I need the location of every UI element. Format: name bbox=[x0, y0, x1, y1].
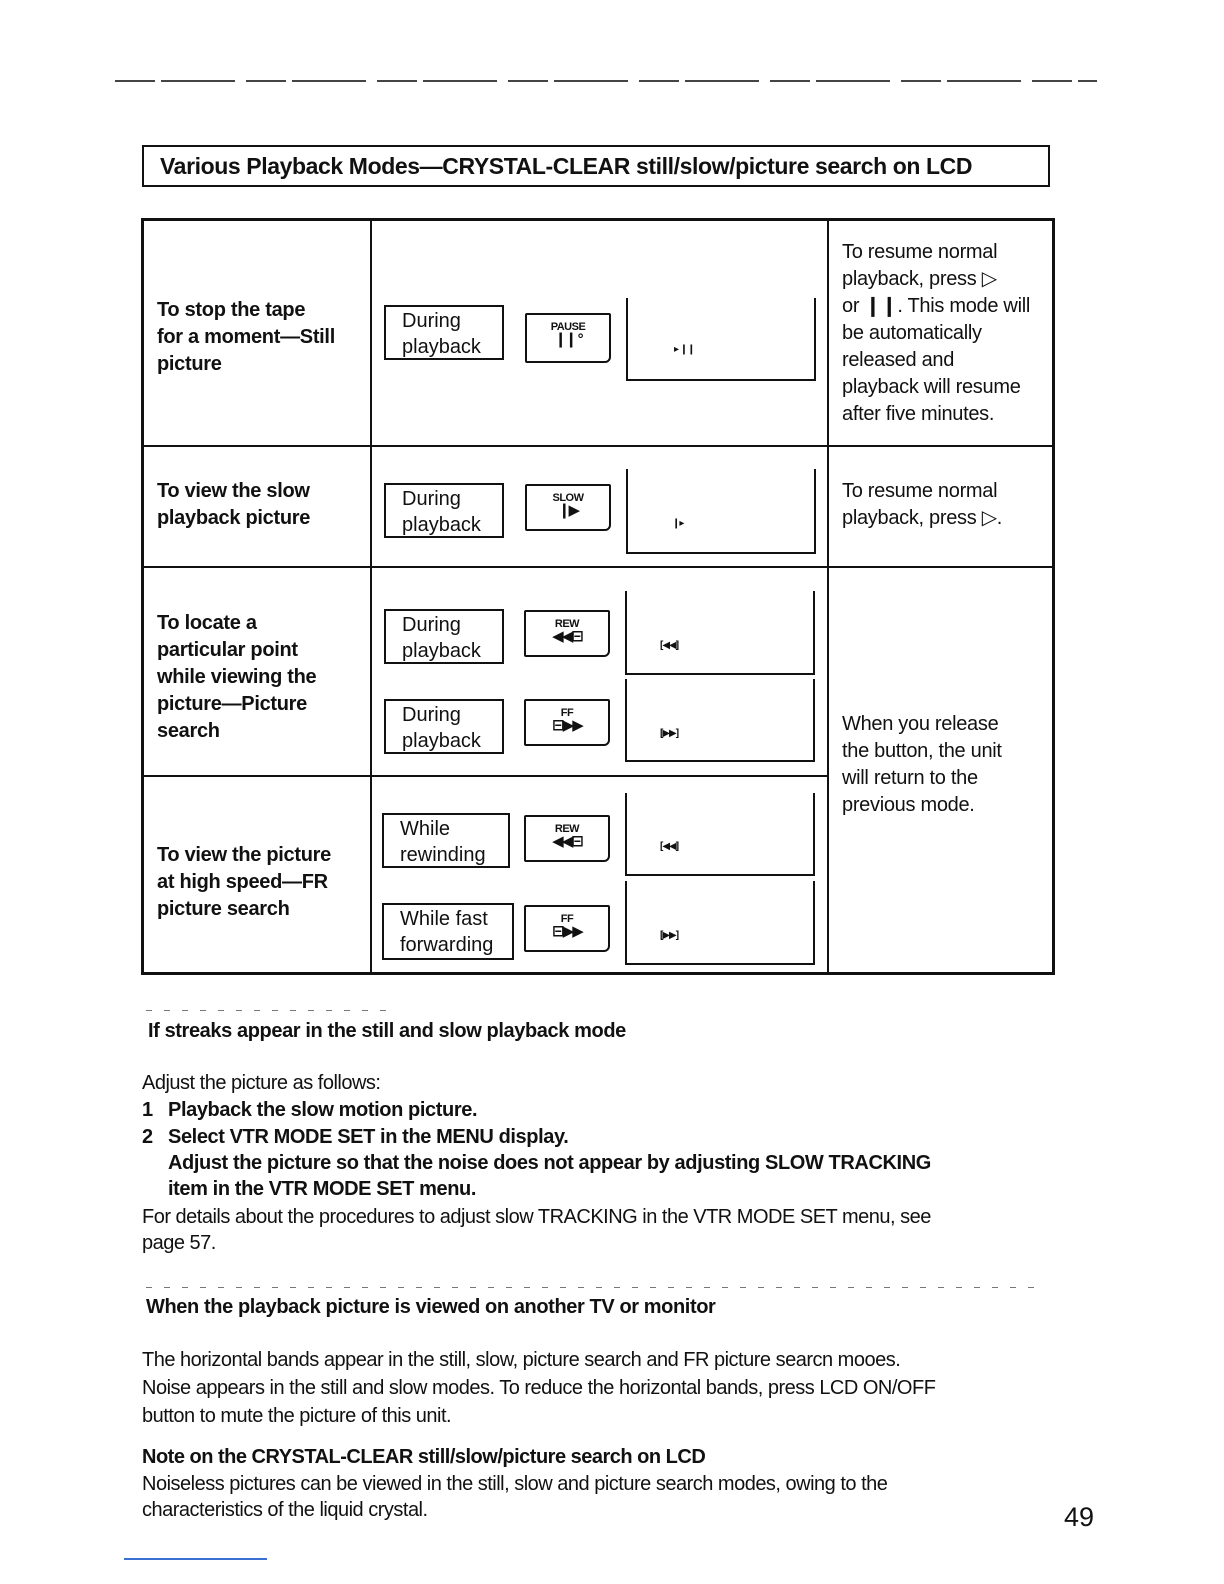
lcd-screen bbox=[625, 793, 815, 876]
condition-while-rewinding: While rewinding bbox=[382, 813, 510, 868]
streaks-step-2-detail: Adjust the picture so that the noise does not appear by adjusting SLOW TRACKING item in the VTR MODE SET menu. bbox=[168, 1152, 931, 1200]
row-picture-search-description: To locate a particular point while viewing the picture—Picture search bbox=[157, 612, 317, 742]
slow-button[interactable]: SLOW ❙▶ bbox=[525, 484, 611, 531]
lcd-screen bbox=[626, 469, 816, 554]
rewind-osd-indicator: [◀◀] bbox=[660, 841, 679, 852]
still-osd-indicator: ▸ ❙❙ bbox=[674, 344, 695, 355]
section-title: Various Playback Modes—CRYSTAL-CLEAR still/slow/picture search on LCD bbox=[160, 152, 973, 179]
row-divider bbox=[144, 445, 1052, 447]
note-body: Noiseless pictures can be viewed in the still, slow and picture search modes, owing to the characteristics of the liquid crystal. bbox=[142, 1473, 888, 1521]
lcd-screen bbox=[626, 298, 816, 381]
streaks-footer: For details about the procedures to adjust slow TRACKING in the VTR MODE SET menu, see page 57. bbox=[142, 1206, 931, 1254]
row-slow-note: To resume normal playback, press ▷. bbox=[842, 480, 1003, 529]
playback-modes-table bbox=[141, 218, 1055, 975]
ff-button[interactable]: FF ⊟▶▶ bbox=[524, 699, 610, 746]
section-title-box bbox=[142, 145, 1050, 187]
row-still-note: To resume normal playback, press ▷ or ❙❙. This mode will be automatically released and playback will resume after five minutes. bbox=[842, 241, 1031, 425]
lcd-screen bbox=[625, 679, 815, 762]
rewind-button-icon: ◀◀⊟ bbox=[552, 833, 582, 850]
streaks-intro: Adjust the picture as follows: bbox=[142, 1072, 381, 1094]
streaks-heading: If streaks appear in the still and slow playback mode bbox=[148, 1020, 626, 1042]
slow-button-icon: ❙▶ bbox=[557, 502, 579, 519]
column-divider bbox=[827, 221, 829, 972]
row-still-description: To stop the tape for a moment—Still picture bbox=[157, 299, 335, 375]
monitor-body: The horizontal bands appear in the still, slow, picture search and FR picture searcn mooes. Noise appears in the still and slow modes. To reduce the horizontal bands, press LCD ON/OFF button to mute the picture of this unit. bbox=[142, 1349, 936, 1427]
streaks-step-2: 2 Select VTR MODE SET in the MENU display. bbox=[142, 1126, 569, 1148]
fast-forward-button-icon: ⊟▶▶ bbox=[552, 717, 582, 734]
section-dash-rule bbox=[146, 1010, 386, 1011]
ff-button[interactable]: FF ⊟▶▶ bbox=[524, 905, 610, 952]
note-heading: Note on the CRYSTAL-CLEAR still/slow/picture search on LCD bbox=[142, 1446, 706, 1468]
condition-while-fast-forwarding: While fast forwarding bbox=[382, 903, 514, 960]
row-slow-description: To view the slow playback picture bbox=[157, 480, 311, 529]
row-picture-search-note: When you release the button, the unit will return to the previous mode. bbox=[842, 713, 1002, 816]
condition-during-playback: During playback bbox=[384, 305, 504, 360]
rew-button[interactable]: REW ◀◀⊟ bbox=[524, 815, 610, 862]
monitor-heading: When the playback picture is viewed on another TV or monitor bbox=[146, 1296, 716, 1318]
rew-button[interactable]: REW ◀◀⊟ bbox=[524, 610, 610, 657]
row-divider bbox=[144, 775, 827, 777]
fast-forward-button-icon: ⊟▶▶ bbox=[552, 923, 582, 940]
footer-rule bbox=[124, 1558, 267, 1560]
row-divider bbox=[144, 566, 1052, 568]
condition-during-playback: During playback bbox=[384, 609, 504, 664]
section-dash-rule bbox=[146, 1287, 1046, 1288]
condition-during-playback: During playback bbox=[384, 483, 504, 538]
lcd-screen bbox=[625, 591, 815, 675]
row-fr-search-description: To view the picture at high speed—FR picture search bbox=[157, 844, 331, 920]
page-number: 49 bbox=[1064, 1502, 1095, 1532]
condition-during-playback: During playback bbox=[384, 699, 504, 754]
fast-forward-osd-indicator: [▶▶] bbox=[660, 728, 679, 739]
rewind-button-icon: ◀◀⊟ bbox=[552, 628, 582, 645]
fast-forward-osd-indicator: [▶▶] bbox=[660, 930, 679, 941]
lcd-screen bbox=[625, 881, 815, 965]
header-rule bbox=[115, 80, 1097, 82]
pause-button-icon: ❙❙ ° bbox=[554, 331, 582, 348]
pause-button[interactable]: PAUSE ❙❙ ° bbox=[525, 313, 611, 363]
slow-osd-indicator: ❙▸ bbox=[672, 518, 684, 529]
column-divider bbox=[370, 221, 372, 972]
rewind-osd-indicator: [◀◀] bbox=[660, 640, 679, 651]
streaks-step-1: 1 Playback the slow motion picture. bbox=[142, 1099, 478, 1121]
